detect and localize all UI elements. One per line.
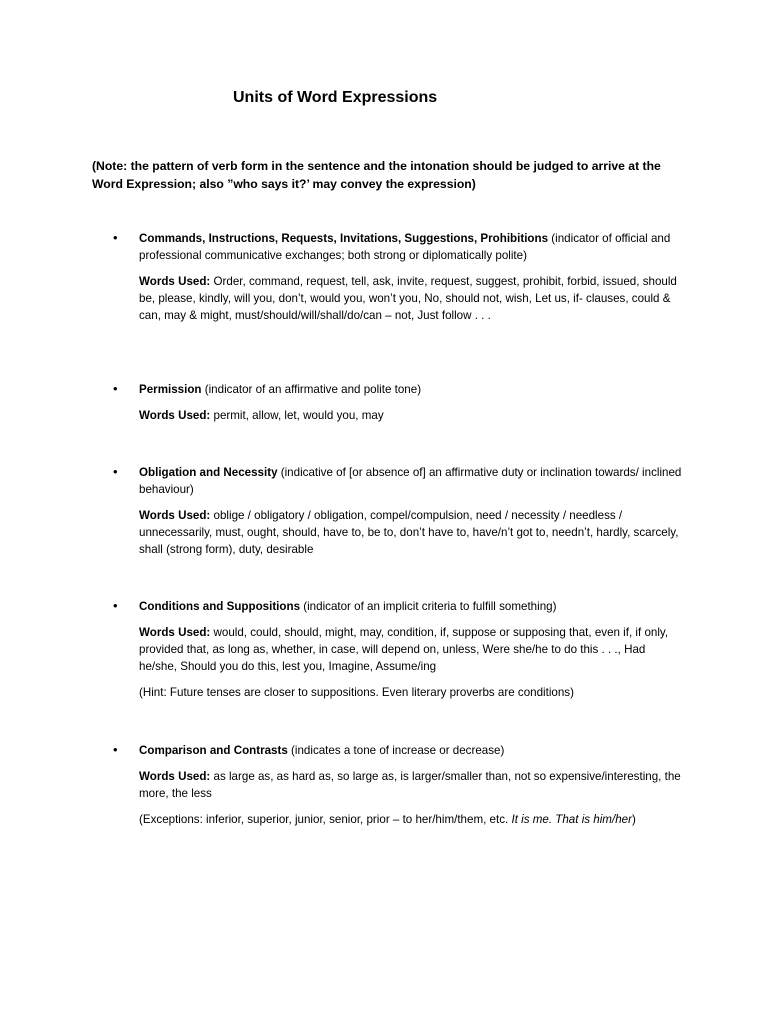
words-used-label: Words Used:: [139, 626, 214, 639]
exceptions-text: (Exceptions: inferior, superior, junior, senior, prior – to her/him/them, etc.: [139, 813, 512, 826]
bullet-icon: •: [113, 464, 118, 479]
words-used-list: as large as, as hard as, so large as, is larger/smaller than, not so expensive/interesting, the more, the less: [139, 770, 681, 800]
section-heading: [139, 464, 683, 498]
words-used-label: Words Used:: [139, 770, 214, 783]
words-used-label: Words Used:: [139, 409, 214, 422]
words-used: [139, 507, 683, 558]
section-permission: [113, 381, 683, 424]
words-used: [139, 768, 683, 802]
words-used: [139, 407, 683, 424]
note-paragraph: (Note: the pattern of verb form in the sentence and the intonation should be judged to arrive at the Word Expression; also ”who says it?’ may convey the expression): [92, 159, 661, 191]
exceptions-close: ): [631, 813, 636, 826]
words-used-list: oblige / obligatory / obligation, compel/compulsion, need / necessity / needless / unnecessarily, must, ought, should, have to, be to, don’t have to, have/n’t got to, needn’t, hardly, scarcely, shall (strong form), duty, desirable: [139, 509, 679, 556]
section-comparison: [113, 742, 683, 828]
section-heading-title: Commands, Instructions, Requests, Invitations, Suggestions, Prohibitions: [139, 232, 549, 245]
bullet-icon: •: [113, 598, 118, 613]
exceptions-paragraph: [139, 811, 683, 828]
bullet-icon: •: [113, 742, 118, 757]
hint-paragraph: (Hint: Future tenses are closer to suppositions. Even literary proverbs are conditions): [139, 686, 574, 699]
section-heading-title: Permission: [139, 383, 202, 396]
words-used-list: Order, command, request, tell, ask, invite, request, suggest, prohibit, forbid, issued, should be, please, kindly, will you, don’t, would you, won’t you, No, should not, wish, Let us, if- clauses, could & can, may & might, must/should/will/shall/do/can – not, Just follow . . .: [139, 275, 677, 322]
section-heading: [139, 381, 683, 398]
words-used-label: Words Used:: [139, 275, 214, 288]
words-used-list: permit, allow, let, would you, may: [213, 409, 384, 422]
section-heading: [139, 230, 683, 264]
bullet-icon: •: [113, 381, 118, 396]
section-commands: [113, 230, 683, 324]
words-used: [139, 624, 683, 675]
section-heading-title: Conditions and Suppositions: [139, 600, 301, 613]
words-used: [139, 273, 683, 324]
section-obligation: [113, 464, 683, 558]
words-used-label: Words Used:: [139, 509, 214, 522]
page-title: Units of Word Expressions: [233, 89, 438, 106]
section-heading-desc: (indicates a tone of increase or decrease): [287, 744, 505, 757]
exceptions-italic: It is me. That is him/her: [511, 813, 632, 826]
words-used-list: would, could, should, might, may, condition, if, suppose or supposing that, even if, if only, provided that, as long as, whether, in case, will depend on, unless, Were she/he to do this . . ., Had he/she, Should you do this, lest you, Imagine, Assume/ing: [139, 626, 669, 673]
section-heading-title: Comparison and Contrasts: [139, 744, 288, 757]
bullet-icon: •: [113, 230, 118, 245]
section-heading-desc: (indicator of an implicit criteria to fulfill something): [300, 600, 557, 613]
section-heading-desc: (indicative of [or absence of] an affirmative duty or inclination towards/ inclined behaviour): [139, 466, 682, 496]
section-heading-desc: (indicator of official and professional communicative exchanges; both strong or diplomatically polite): [139, 232, 671, 262]
section-heading: [139, 742, 683, 759]
section-heading-desc: (indicator of an affirmative and polite tone): [201, 383, 422, 396]
section-heading-title: Obligation and Necessity: [139, 466, 278, 479]
section-heading: [139, 598, 683, 615]
section-conditions: [113, 598, 683, 701]
